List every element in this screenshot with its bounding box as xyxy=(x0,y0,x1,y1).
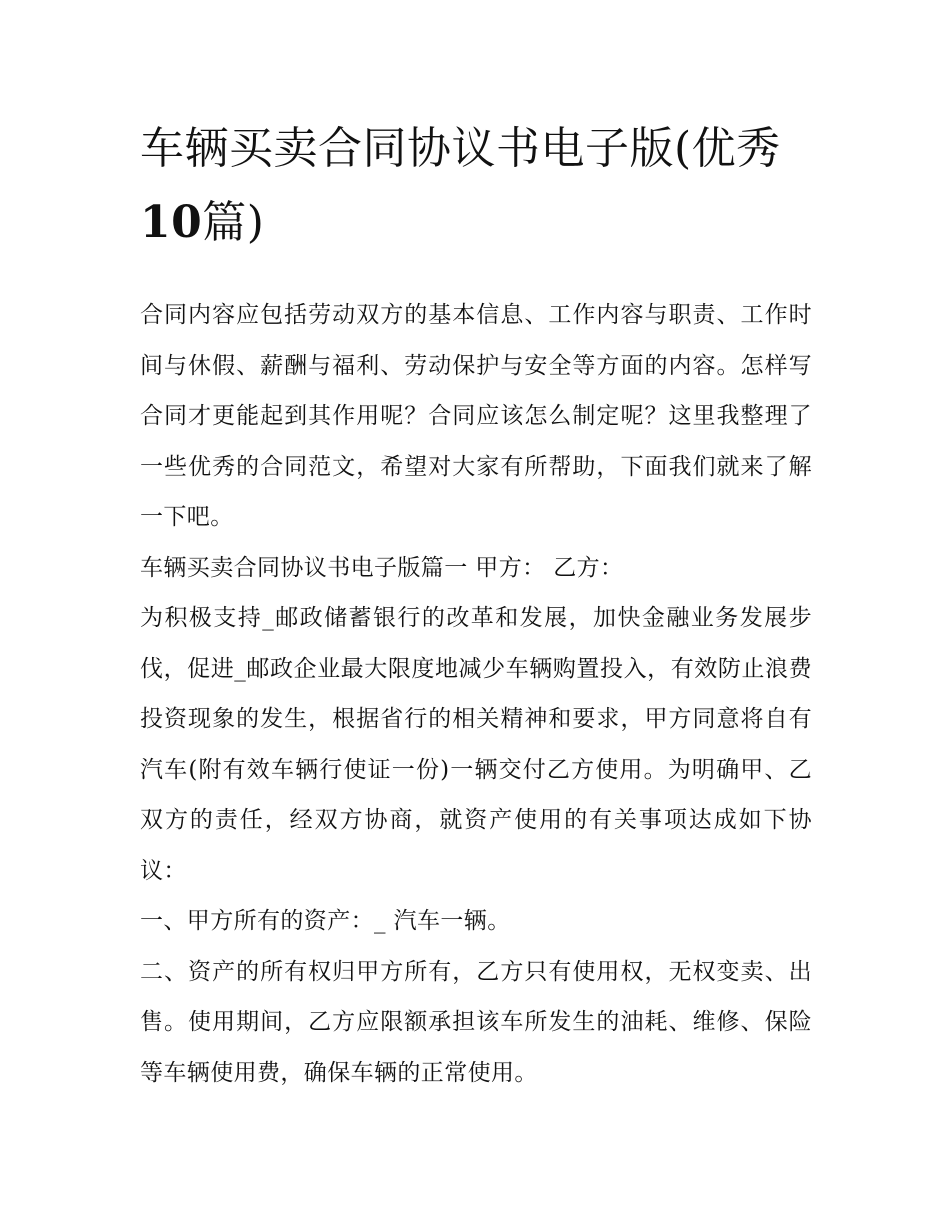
document-title: 车辆买卖合同协议书电子版(优秀10篇) xyxy=(140,123,781,248)
paragraph-intro: 合同内容应包括劳动双方的基本信息、工作内容与职责、工作时间与休假、薪酬与福利、劳动保护与安全等方面的内容。怎样写合同才更能起到其作用呢？合同应该怎么制定呢？这里我整理了一些优秀的合同范文，希望对大家有所帮助，下面我们就来了解一下吧。 xyxy=(140,302,812,530)
paragraph-clause-2: 二、资产的所有权归甲方所有，乙方只有使用权，无权变卖、出售。使用期间，乙方应限额承担该车所发生的油耗、维修、保险等车辆使用费，确保车辆的正常使用。 xyxy=(140,958,812,1086)
paragraph-section-heading: 车辆买卖合同协议书电子版篇一 甲方： 乙方： xyxy=(140,554,624,581)
title-number: 10 xyxy=(140,197,203,248)
paragraph-preamble: 为积极支持_邮政储蓄银行的改革和发展，加快金融业务发展步伐，促进_邮政企业最大限度地减少车辆购置投入，有效防止浪费投资现象的发生，根据省行的相关精神和要求，甲方同意将自有汽车(附有效车辆行使证一份)一辆交付乙方使用。为明确甲、乙双方的责任，经双方协商，就资产使用的有关事项达成如下协议： xyxy=(140,605,812,884)
document-page xyxy=(140,112,812,1098)
paragraph-clause-1: 一、甲方所有的资产：_ 汽车一辆。 xyxy=(140,908,511,934)
document-body xyxy=(140,290,812,1098)
